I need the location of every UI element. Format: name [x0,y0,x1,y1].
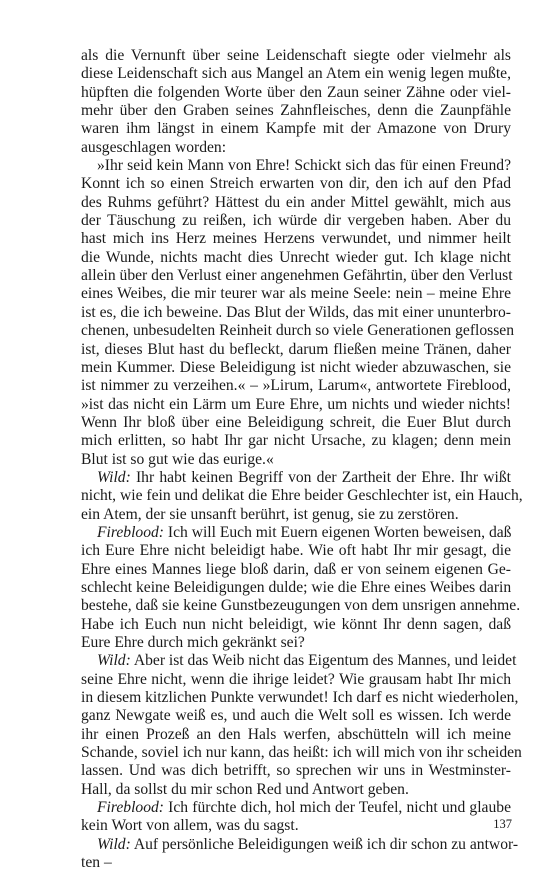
line-text: ein Atem, der sie unsanft berührt, ist genug, sie zu zerstören. [81,505,459,523]
line-text: ihr einen Prozeß an den Hals werfen, abschütteln will ich meine [81,725,511,743]
text-line [81,726,511,744]
text-line [81,762,511,780]
line-text: ist es, die ich beweine. Das Blut der Wilds, das mit einer ununterbro- [81,303,511,321]
line-text: chenen, unbesudelten Reinheit durch so viele Generationen geflossen [81,322,515,340]
line-text: »Ihr seid kein Mann von Ehre! Schickt sich das für einen Freund? [97,157,511,175]
line-text: Wenn Ihr bloß über eine Beleidigung schreit, die Euer Blut durch [81,413,511,431]
line-text: bestehe, daß sie keine Gunstbezeugungen von dem unsrigen annehme. [81,597,521,615]
text-line [81,652,517,670]
line-text: Schande, soviel ich nur kann, das heißt: ich will mich von ihr scheiden [81,744,522,762]
text-line [81,414,511,432]
line-text: Konnt ich so einen Streich erwarten von dir, den ich auf den Pfad [81,175,511,193]
line-text: waren ihm längst in einem Kampfe mit der Amazone von Drury [81,120,511,138]
text-line [81,597,521,615]
text-line [81,175,511,193]
text-line [81,84,511,102]
text-line [81,689,519,707]
text-line [81,432,511,450]
text-line [81,634,511,652]
text-line [81,817,511,835]
line-text: kein Wort von allem, was du sagst. [81,817,299,835]
line-text: Ehre eines Mannes liege bloß darin, daß er von seinem eigenen Ge- [81,560,511,578]
line-text: der Täuschung zu reißen, ich würde dir vergeben haben. Aber du [81,212,511,230]
text-line [81,102,511,120]
text-line [81,285,511,303]
line-text: schlecht keine Beleidigungen dulde; wie die Ehre eines Weibes darin [81,578,512,596]
text-line [81,616,511,634]
text-line [81,671,511,689]
text-line [81,487,523,505]
line-text: Ich fürchte dich, hol mich der Teufel, nicht und glaube [163,799,511,817]
text-line [81,194,511,212]
text-line [81,120,511,138]
text-line [81,139,511,157]
text-line [81,304,511,322]
line-text: Eure Ehre durch mich gekränkt sei? [81,634,305,651]
text-line [81,377,511,395]
line-text: ist nimmer zu verzeihen.« – »Lirum, Larum«, antwortete Fireblood, [81,377,511,395]
text-line [81,249,511,267]
text-line [81,744,522,762]
line-text: hast mich ins Herz meines Herzens verwundet, und nimmer heilt [81,230,511,248]
line-text: mein Kummer. Diese Beleidigung ist nicht wieder abzuwaschen, sie [81,358,511,376]
text-line [81,835,519,854]
text-line [81,506,511,524]
text-line [81,212,511,230]
line-text: eines Weibes, die mir teurer war als meine Seele: nein – meine Ehre [81,285,511,303]
line-text: Hall, da sollst du mir schon Red und Antwort geben. [81,780,409,798]
text-line [81,469,511,487]
text-line [81,524,511,542]
text-line [81,230,511,248]
text-line [81,561,511,579]
text-line [81,267,511,285]
line-text: allein über den Verlust einer angenehmen Gefährtin, über den Verlust [81,267,513,285]
line-text: des Ruhms geführt? Hättest du ein ander Mittel gewählt, mich aus [81,193,511,211]
text-line [81,47,511,65]
line-text: lassen. Und was dich betrifft, so sprechen wir uns in Westminster- [81,762,511,780]
line-text: in diesem kitzlichen Punkte verwundet! Ich darf es nicht wiederholen, [81,689,519,707]
line-text: ten – [81,854,112,872]
line-text: hüpften die folgenden Worte über den Zaun seiner Zähne oder viel- [81,83,511,101]
text-line [81,799,511,817]
line-text: Blut ist so gut wie das eurige.« [81,450,274,468]
page-number: 137 [493,817,512,831]
line-text: Habe ich Euch nun nicht beleidigt, wie könnt Ihr denn sagen, daß [81,615,511,633]
text-line [81,451,511,469]
text-line [81,854,511,872]
line-text: ganz Newgate weiß es, und auch die Welt soll es wissen. Ich werde [81,707,511,725]
line-text: mich erlitten, so habt Ihr gar nicht Ursache, zu klagen; denn mein [81,432,511,450]
speaker-name: Wild: [97,652,131,670]
text-line [81,65,511,83]
line-text: »ist das nicht ein Lärm um Eure Ehre, um nichts und wieder nichts! [81,395,511,413]
text-line [81,542,511,560]
text-line [81,707,511,725]
line-text: Aber ist das Weib nicht das Eigentum des Mannes, und leidet [130,652,517,670]
text-line [81,396,511,414]
line-text: Ihr habt keinen Begriff von der Zartheit der Ehre. Ihr wißt [130,468,511,486]
line-text: die Wunde, nichts macht dies Unrecht wieder gut. Ich klage nicht [81,248,511,266]
line-text: ich Eure Ehre nicht beleidigt habe. Wie oft habt Ihr mir gesagt, die [81,542,511,560]
speaker-name: Fireblood: [97,523,164,541]
book-page-text [81,47,523,872]
line-text: mehr über den Graben seines Zahnfleisches, denn die Zaunpfähle [81,102,511,120]
line-text: nicht, wie fein und delikat die Ehre beider Geschlechter ist, ein Hauch, [81,487,523,505]
text-line [81,341,511,359]
text-line [81,157,511,175]
line-text: Auf persönliche Beleidigungen weiß ich dir schon zu antwor- [130,835,519,853]
text-line [81,781,511,799]
text-line [81,359,511,377]
line-text: ausgeschlagen worden: [81,138,227,156]
text-line [81,579,511,597]
line-text: diese Leidenschaft sich aus Mangel an Atem ein wenig legen mußte, [81,65,511,83]
text-line [81,322,515,340]
line-text: als die Vernunft über seine Leidenschaft siegte oder vielmehr als [81,47,511,64]
speaker-name: Wild: [97,835,131,853]
line-text: ist, dieses Blut hast du befleckt, darum fließen meine Tränen, daher [81,340,511,358]
speaker-name: Fireblood: [97,799,164,817]
line-text: Ich will Euch mit Euern eigenen Worten beweisen, daß [163,523,512,541]
speaker-name: Wild: [97,468,131,486]
line-text: seine Ehre nicht, wenn die ihrige leidet? Wie grausam habt Ihr mich [81,670,511,688]
